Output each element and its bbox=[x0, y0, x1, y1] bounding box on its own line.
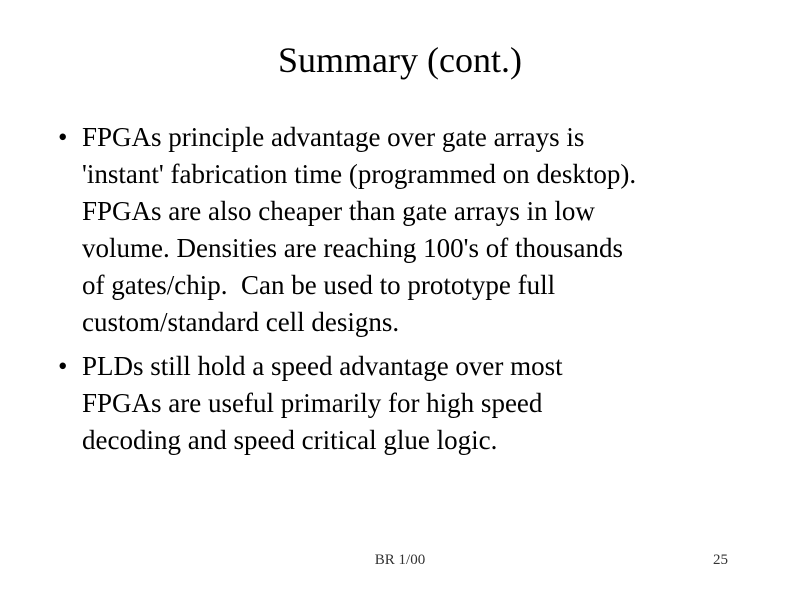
bullet-item bbox=[58, 348, 770, 459]
page-number: 25 bbox=[713, 552, 728, 568]
bullet-text bbox=[82, 348, 770, 459]
bullet-marker: • bbox=[58, 351, 68, 381]
bullet-line: volume. Densities are reaching 100's of thousands bbox=[82, 233, 623, 263]
bullet-list bbox=[58, 119, 770, 459]
footer-date: BR 1/00 bbox=[374, 552, 426, 568]
bullet-line: FPGAs are also cheaper than gate arrays in low bbox=[82, 196, 595, 226]
bullet-line: 'instant' fabrication time (programmed on desktop). bbox=[82, 159, 637, 189]
bullet-line: decoding and speed critical glue logic. bbox=[82, 425, 498, 455]
bullet-line: PLDs still hold a speed advantage over most bbox=[82, 351, 563, 381]
bullet-line: FPGAs are useful primarily for high speed bbox=[82, 388, 543, 418]
bullet-line: FPGAs principle advantage over gate arrays is bbox=[82, 122, 585, 152]
slide-title: Summary (cont.) bbox=[278, 40, 522, 80]
bullet-text bbox=[82, 119, 770, 341]
bullet-line: custom/standard cell designs. bbox=[82, 307, 400, 337]
bullet-marker: • bbox=[58, 122, 68, 152]
bullet-item bbox=[58, 119, 770, 341]
bullet-line: of gates/chip. Can be used to prototype full bbox=[82, 270, 556, 300]
